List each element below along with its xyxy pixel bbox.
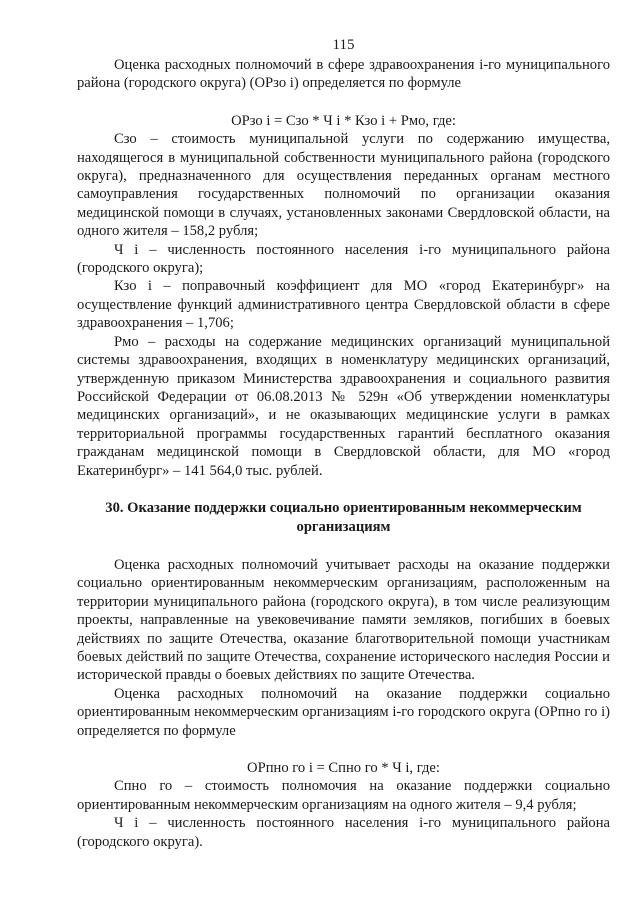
section-heading-30: 30. Оказание поддержки социально ориентированным некоммерческим организациям [105,499,582,535]
section1-formula: ОРзо i = Сзо * Ч i * Кзо i + Рмо, где: [231,112,456,129]
definition-szo: Сзо – стоимость муниципальной услуги по содержанию имущества, находящегося в муниципальной собственности муниципального района (городского округа), предназначенного для осуществления переданных органам местного самоуправления государственных полномочий по организации оказания медицинской помощи в случаях, установленных законами Свердловской области, на одного жителя – 158,2 рубля; [77,131,610,240]
section2-paragraph-1: Оценка расходных полномочий учитывает расходы на оказание поддержки социально ориентированным некоммерческим организациям, расположенным на территории муниципального района (городского округа), в том числе реализующим проекты, направленные на увековечивание памяти земляков, погибших в боевых действиях по защите Отечества, оказание благотворительной помощи участникам боевых действий по защите Отечества, сохранение исторического наследия России и исторической правды о боевых действиях по защите Отечества. [77,556,610,684]
definition-kzo: Кзо i – поправочный коэффициент для МО «город Екатеринбург» на осуществление функций административного центра Свердловской области в сфере здравоохранения – 1,706; [77,278,610,332]
section1-intro: Оценка расходных полномочий в сфере здравоохранения i-го муниципального района (городского округа) (ОРзо i) определяется по формуле [77,57,610,92]
section2-formula: ОРпно го i = Спно го * Ч i, где: [247,760,440,776]
definition-chi-2: Ч i – численность постоянного населения i-го муниципального района (городского округа). [77,815,610,850]
page-content [77,36,610,851]
definition-chi: Ч i – численность постоянного населения i-го муниципального района (городского округа); [77,241,610,277]
definition-spno: Спно го – стоимость полномочия на оказание поддержки социально ориентированным некоммерческим организациям на одного жителя – 9,4 рубля; [77,778,610,813]
page-number: 115 [332,37,355,53]
section2-paragraph-2: Оценка расходных полномочий на оказание поддержки социально ориентированным некоммерческим организациям i-го городского округа (ОРпно го i) определяется по формуле [77,685,610,739]
definition-rmo: Рмо – расходы на содержание медицинских организаций муниципальной системы здравоохранения, входящих в номенклатуру медицинских организаций, утвержденную приказом Министерства здравоохранения и социального развития Российской Федерации от 06.08.2013 № 529н «Об утверждении номенклатуры медицинских организаций», и не оказывающих медицинские услуги в рамках территориальной программы государственных гарантий бесплатного оказания гражданам медицинской помощи в Свердловской области, для МО «город Екатеринбург» – 141 564,0 тыс. рублей. [77,333,610,479]
